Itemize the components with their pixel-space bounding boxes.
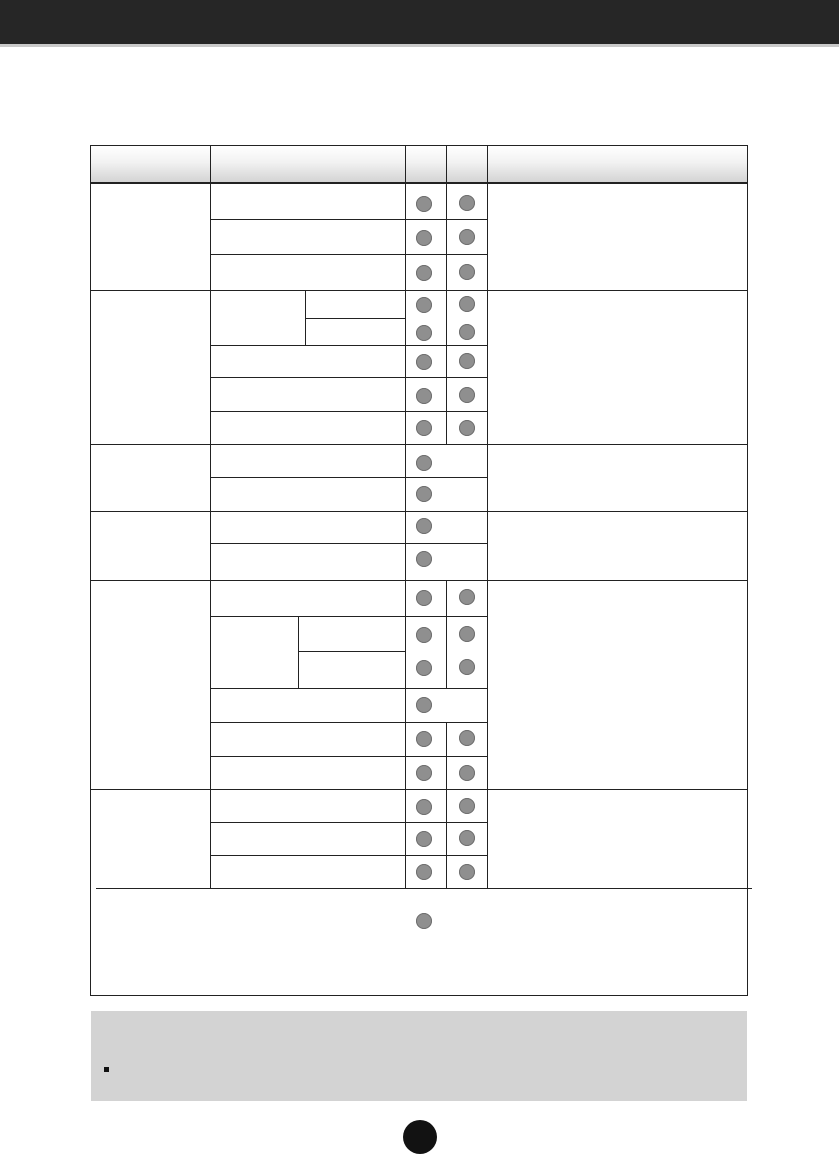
bullet-icon [104,1067,109,1072]
supported-dot-col1 [416,354,432,370]
supported-dot-col1 [416,297,432,313]
divider-h-nested-2 [298,651,405,652]
supported-dot-col1 [416,196,432,212]
footer-divider [96,888,752,889]
group-divider-5 [91,789,747,790]
supported-dot-col1 [416,551,432,567]
group-divider-3 [91,511,747,512]
note-box [91,1011,747,1101]
table-header-row [91,146,747,184]
supported-dot-col1 [416,697,432,713]
supported-dot-col1 [416,420,432,436]
supported-dot-col2 [459,353,475,369]
supported-dot-col1 [416,864,432,880]
divider-v-submenu [210,146,211,889]
supported-dot-col2 [459,830,475,846]
divider-v-col2-c [446,723,447,889]
supported-dot-col2 [459,195,475,211]
supported-dot-col2 [459,864,475,880]
row-divider [210,722,487,723]
supported-dot-col2 [459,626,475,642]
supported-dot-col1 [416,731,432,747]
supported-dot-col1 [416,518,432,534]
group-divider-4 [91,580,747,581]
row-divider [210,855,487,856]
divider-v-nested-2 [298,616,299,688]
supported-dot-col2 [459,387,475,403]
supported-dot-col1 [416,627,432,643]
row-divider [210,219,487,220]
supported-dot-col2 [459,296,475,312]
row-divider [210,254,487,255]
divider-v-col2-head [446,146,447,182]
supported-dot-col1 [416,325,432,341]
divider-v-col2-a [446,183,447,445]
supported-dot-col2 [459,730,475,746]
supported-dot-col1 [416,831,432,847]
supported-dot-col2 [459,765,475,781]
divider-h-nested-1 [305,318,405,319]
divider-v-col2-b [446,581,447,689]
header-bar [0,0,839,47]
supported-dot-col2 [459,264,475,280]
row-divider [210,411,487,412]
supported-dot-col1 [416,388,432,404]
divider-v-col1 [405,146,406,889]
supported-dot-col2 [459,324,475,340]
supported-dot-col1 [416,660,432,676]
supported-dot-col1 [416,590,432,606]
supported-dot-col1 [416,799,432,815]
row-divider [210,756,487,757]
supported-dot-col1 [416,265,432,281]
supported-dot-col2 [459,420,475,436]
row-divider [210,543,487,544]
row-divider [210,377,487,378]
row-divider [210,688,487,689]
divider-v-desc [487,146,488,889]
supported-dot-col2 [459,798,475,814]
row-divider [210,616,487,617]
page-number-badge [403,1120,437,1154]
group-divider-1 [91,290,747,291]
supported-dot-col1 [416,230,432,246]
supported-dot-col1 [416,486,432,502]
supported-dot-col2 [459,229,475,245]
supported-dot-col2 [459,589,475,605]
row-divider [210,345,487,346]
supported-dot-col1 [416,455,432,471]
supported-dot-col2 [459,659,475,675]
group-divider-2 [91,444,747,445]
row-divider [210,822,487,823]
supported-dot-footer [416,913,432,929]
row-divider [210,477,487,478]
supported-dot-col1 [416,765,432,781]
